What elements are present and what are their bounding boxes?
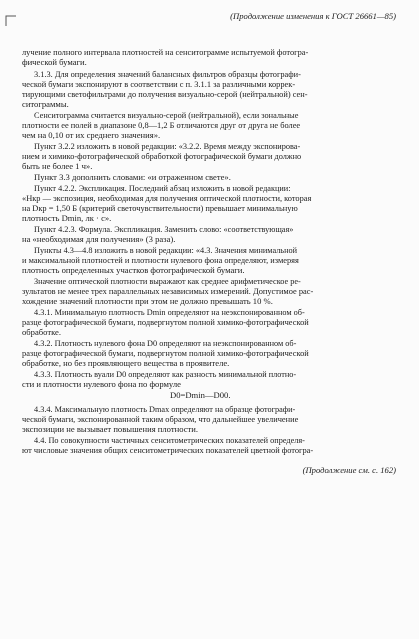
text-line: нием и химико-фотографической обработкой фотографической бумаги должно: [22, 151, 302, 161]
text-line: и максимальной плотностей и плотности нулевого фона определяют, измеряя: [22, 255, 299, 265]
header-continuation: (Продолжение изменения к ГОСТ 26661—85): [230, 11, 396, 21]
text-line: хождение значений плотности при этом не должно превышать 10 %.: [22, 296, 273, 306]
text-line: 4.4. По совокупности частичных сенситометрических показателей определя-: [34, 435, 305, 445]
text-line: 4.3.4. Максимальную плотность Dmax определяют на образце фотографи-: [34, 404, 296, 414]
text-line: 3.1.3. Для определения значений балансных фильтров образцы фотографи-: [34, 69, 301, 79]
text-line: фической бумаги.: [22, 57, 87, 67]
text-line: зультатов не менее трех параллельных независимых измерений. Допустимое рас-: [22, 286, 314, 296]
text-line: обработке, но без проявляющего вещества в проявителе.: [22, 358, 230, 368]
footer-continuation: (Продолжение см. с. 162): [302, 465, 396, 475]
text-line: чем на 0,10 от их среднего значения».: [22, 130, 161, 140]
text-line: Пункт 3.2.2 изложить в новой редакции: «3.2.2. Время между экспонирова-: [34, 141, 301, 151]
text-line: ют числовые значения общих сенситометрических показателей цветной фотогра-: [22, 445, 314, 455]
text-line: разце фотографической бумаги, подвергнутом полной химико-фотографической: [22, 348, 309, 358]
text-line: Пункт 4.2.3. Формула. Экспликация. Заменить слово: «соответствующая»: [34, 224, 294, 234]
text-line: Пункт 3.3 дополнить словами: «и отраженном свете».: [34, 172, 231, 182]
text-line: ческой бумаги, экспонированной таким образом, что дальнейшее увеличение: [22, 414, 299, 424]
text-line: тирующими светофильтрами до получения визуально-серой (нейтральной) сен-: [22, 89, 308, 99]
text-line: ситограммы.: [22, 99, 69, 109]
text-line: 4.3.3. Плотность вуали D0 определяют как разность минимальной плотно-: [34, 369, 297, 379]
text-line: 4.3.2. Плотность нулевого фона D0 определяют на неэкспонированном об-: [34, 338, 297, 348]
text-line: Пункты 4.3—4.8 изложить в новой редакции: «4.3. Значения минимальной: [34, 245, 298, 255]
text-line: плотность Dmin, лк · с».: [22, 213, 112, 223]
text-line: разце фотографической бумаги, подвергнутом полной химико-фотографической: [22, 317, 309, 327]
text-line: 4.3.1. Минимальную плотность Dmin определяют на неэкспонированном об-: [34, 307, 305, 317]
text-line: ческой бумаги экспонируют в соответствии с п. 3.1.1 за различными коррек-: [22, 79, 296, 89]
text-line: экспозиции не вызывает повышения плотности.: [22, 424, 199, 434]
text-line: Пункт 4.2.2. Экспликация. Последний абзац изложить в новой редакции:: [34, 183, 291, 193]
text-line: «Hкр — экспозиция, необходимая для получения оптической плотности, которая: [22, 193, 312, 203]
text-line: на «необходимая для получения» (3 раза).: [22, 234, 176, 244]
text-line: Значение оптической плотности выражают как среднее арифметическое ре-: [34, 276, 301, 286]
text-line: D0=Dmin—D00.: [170, 390, 231, 400]
text-line: лучение полного интервала плотностей на сенситограмме испытуемой фотогра-: [22, 47, 309, 57]
text-line: плотности ее полей в диапазоне 0,8—1,2 Б отличаются друг от друга не более: [22, 120, 301, 130]
text-line: сти и плотности нулевого фона по формуле: [22, 379, 181, 389]
text-line: обработке.: [22, 327, 62, 337]
text-line: на Dкр = 1,50 Б (критерий светочувствительности) превышает минимальную: [22, 203, 298, 213]
text-line: быть не более 1 ч».: [22, 161, 93, 171]
text-line: Сенситограмма считается визуально-серой (нейтральной), если зональные: [34, 110, 299, 120]
text-line: плотность определенных участков фотографической бумаги.: [22, 265, 245, 275]
